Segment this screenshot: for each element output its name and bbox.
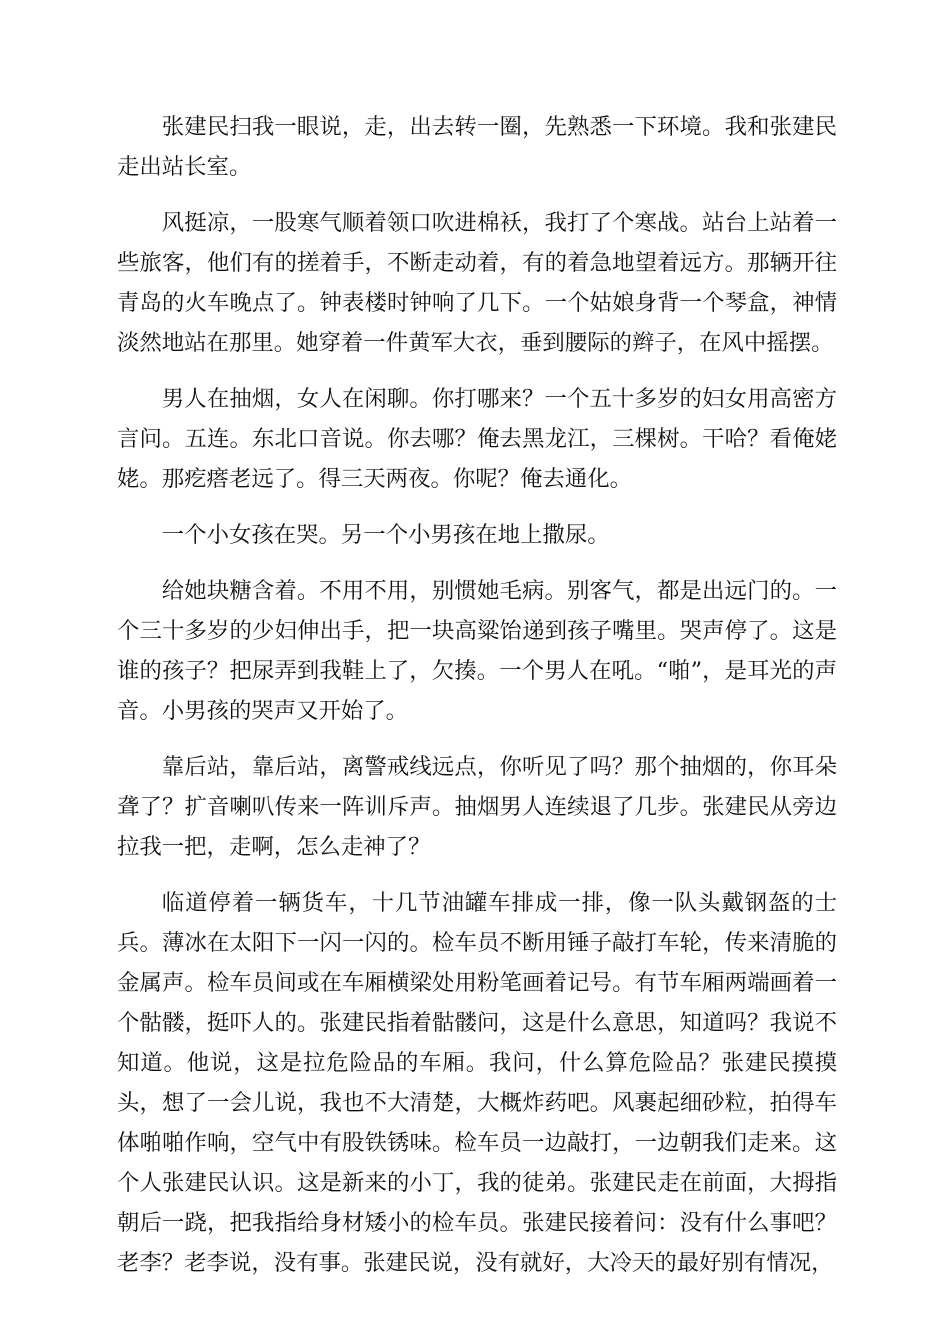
document-body [117,107,837,1283]
paragraph-1: 张建民扫我一眼说，走，出去转一圈，先熟悉一下环境。我和张建民走出站长室。 [117,114,837,180]
paragraph-2: 风挺凉，一股寒气顺着领口吹进棉袄，我打了个寒战。站台上站着一些旅客，他们有的搓着手，不断走动着，有的着急地望着远方。那辆开往青岛的火车晚点了。钟表楼时钟响了几下。一个姑娘身背一个琴盒，神情淡然地站在那里。她穿着一件黄军大衣，垂到腰际的辫子，在风中摇摆。 [117,210,837,356]
paragraph-7: 临道停着一辆货车，十几节油罐车排成一排，像一队头戴钢盔的士兵。薄冰在太阳下一闪一闪的。检车员不断用锤子敲打车轮，传来清脆的金属声。检车员间或在车厢横梁处用粉笔画着记号。有节车厢两端画着一个骷髅，挺吓人的。张建民指着骷髅问，这是什么意思，知道吗？我说不知道。他说，这是拉危险品的车厢。我问，什么算危险品？张建民摸摸头，想了一会儿说，我也不大清楚，大概炸药吧。风裹起细砂粒，拍得车体啪啪作响，空气中有股铁锈味。检车员一边敲打，一边朝我们走来。这个人张建民认识。这是新来的小丁，我的徒弟。张建民走在前面，大拇指朝后一跷，把我指给身材矮小的检车员。张建民接着问：没有什么事吧？老李？老李说，没有事。张建民说，没有就好，大冷天的最好别有情况， [117,890,837,1276]
paragraph-4: 一个小女孩在哭。另一个小男孩在地上撒尿。 [161,522,610,548]
paragraph-6: 靠后站，靠后站，离警戒线远点，你听见了吗？那个抽烟的，你耳朵聋了？扩音喇叭传来一阵训斥声。抽烟男人连续退了几步。张建民从旁边拉我一把，走啊，怎么走神了？ [117,754,837,860]
paragraph-5: 给她块糖含着。不用不用，别惯她毛病。别客气，都是出远门的。一个三十多岁的少妇伸出手，把一块高粱饴递到孩子嘴里。哭声停了。这是谁的孩子？把尿弄到我鞋上了，欠揍。一个男人在吼。“啪”，是耳光的声音。小男孩的哭声又开始了。 [117,578,837,724]
paragraph-3: 男人在抽烟，女人在闲聊。你打哪来？一个五十多岁的妇女用高密方言问。五连。东北口音说。你去哪？俺去黑龙江，三棵树。干哈？看俺姥姥。那疙瘩老远了。得三天两夜。你呢？俺去通化。 [117,386,837,492]
